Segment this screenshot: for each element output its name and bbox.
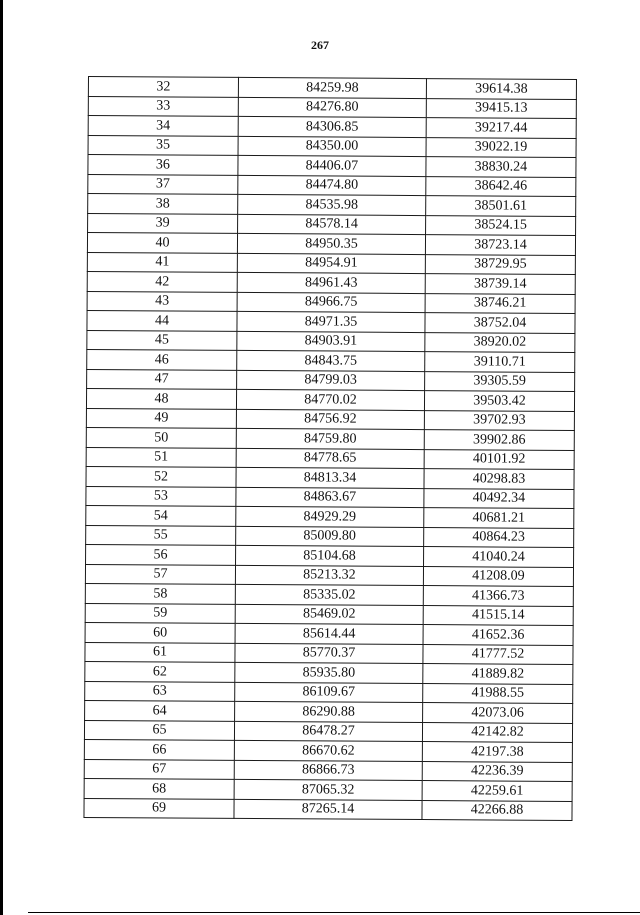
x-coordinate-cell: 85009.80: [236, 526, 424, 547]
x-coordinate-cell: 87065.32: [234, 779, 422, 800]
point-number-cell: 51: [86, 447, 236, 467]
table-row: [87, 330, 575, 352]
point-number-cell: 67: [84, 759, 234, 779]
point-number-cell: 59: [85, 603, 235, 623]
point-number-cell: 57: [85, 564, 235, 584]
table-row: [87, 369, 575, 391]
y-coordinate-cell: 39110.71: [425, 352, 575, 372]
y-coordinate-cell: 38920.02: [425, 332, 575, 352]
point-number-cell: 49: [86, 408, 236, 428]
y-coordinate-cell: 39022.19: [426, 137, 576, 157]
table-row: [85, 583, 573, 605]
table-row: [86, 408, 574, 430]
x-coordinate-cell: 86109.67: [235, 682, 423, 703]
x-coordinate-cell: 87265.14: [234, 799, 422, 820]
x-coordinate-cell: 85335.02: [235, 584, 423, 605]
y-coordinate-cell: 41515.14: [423, 605, 573, 625]
coordinate-table: [83, 76, 577, 821]
table-row: [87, 291, 575, 313]
point-number-cell: 39: [88, 213, 238, 233]
y-coordinate-cell: 38729.95: [425, 254, 575, 274]
x-coordinate-cell: 84578.14: [238, 214, 426, 235]
x-coordinate-cell: 86866.73: [234, 760, 422, 781]
table-row: [88, 194, 576, 216]
point-number-cell: 52: [86, 466, 236, 486]
point-number-cell: 33: [88, 96, 238, 116]
point-number-cell: 41: [87, 252, 237, 272]
table-row: [84, 720, 572, 742]
table-row: [88, 213, 576, 235]
table-row: [86, 466, 574, 488]
point-number-cell: 38: [88, 194, 238, 214]
x-coordinate-cell: 84863.67: [236, 487, 424, 508]
x-coordinate-cell: 84535.98: [238, 194, 426, 215]
y-coordinate-cell: 40298.83: [424, 469, 574, 489]
y-coordinate-cell: 41040.24: [424, 547, 574, 567]
table-row: [85, 603, 573, 625]
y-coordinate-cell: 40681.21: [424, 508, 574, 528]
table-row: [87, 271, 575, 293]
x-coordinate-cell: 84474.80: [238, 175, 426, 196]
y-coordinate-cell: 38501.61: [426, 196, 576, 216]
x-coordinate-cell: 85469.02: [235, 604, 423, 625]
x-coordinate-cell: 86290.88: [235, 701, 423, 722]
x-coordinate-cell: 84954.91: [237, 253, 425, 274]
y-coordinate-cell: 38746.21: [425, 293, 575, 313]
y-coordinate-cell: 39217.44: [426, 118, 576, 138]
x-coordinate-cell: 84756.92: [236, 409, 424, 430]
x-coordinate-cell: 85935.80: [235, 662, 423, 683]
table-row: [86, 505, 574, 527]
table-row: [85, 681, 573, 703]
table-row: [86, 388, 574, 410]
x-coordinate-cell: 84406.07: [238, 155, 426, 176]
table-row: [84, 739, 572, 761]
y-coordinate-cell: 39305.59: [425, 371, 575, 391]
table-row: [85, 564, 573, 586]
point-number-cell: 32: [88, 77, 238, 97]
table-row: [88, 116, 576, 138]
table-row: [84, 778, 572, 800]
coordinate-table-body: [84, 77, 577, 821]
y-coordinate-cell: 38830.24: [426, 157, 576, 177]
x-coordinate-cell: 84778.65: [236, 448, 424, 469]
table-row: [88, 96, 576, 118]
y-coordinate-cell: 41208.09: [423, 566, 573, 586]
y-coordinate-cell: 42073.06: [423, 703, 573, 723]
y-coordinate-cell: 42266.88: [422, 800, 572, 820]
table-row: [86, 427, 574, 449]
x-coordinate-cell: 84350.00: [238, 136, 426, 157]
table-row: [84, 798, 572, 820]
y-coordinate-cell: 38752.04: [425, 313, 575, 333]
table-row: [87, 349, 575, 371]
table-row: [86, 486, 574, 508]
x-coordinate-cell: 85104.68: [236, 545, 424, 566]
y-coordinate-cell: 42236.39: [422, 761, 572, 781]
x-coordinate-cell: 84759.80: [236, 428, 424, 449]
point-number-cell: 47: [87, 369, 237, 389]
table-row: [85, 700, 573, 722]
point-number-cell: 68: [84, 778, 234, 798]
x-coordinate-cell: 86478.27: [234, 721, 422, 742]
table-row: [87, 310, 575, 332]
point-number-cell: 62: [85, 661, 235, 681]
point-number-cell: 42: [87, 271, 237, 291]
point-number-cell: 53: [86, 486, 236, 506]
x-coordinate-cell: 84903.91: [237, 331, 425, 352]
point-number-cell: 60: [85, 622, 235, 642]
x-coordinate-cell: 84306.85: [238, 116, 426, 137]
table-row: [88, 155, 576, 177]
x-coordinate-cell: 84813.34: [236, 467, 424, 488]
x-coordinate-cell: 84799.03: [237, 370, 425, 391]
y-coordinate-cell: 41652.36: [423, 625, 573, 645]
point-number-cell: 61: [85, 642, 235, 662]
x-coordinate-cell: 85770.37: [235, 643, 423, 664]
point-number-cell: 36: [88, 155, 238, 175]
table-row: [86, 544, 574, 566]
y-coordinate-cell: 40492.34: [424, 488, 574, 508]
point-number-cell: 65: [84, 720, 234, 740]
x-coordinate-cell: 84770.02: [236, 389, 424, 410]
y-coordinate-cell: 41777.52: [423, 644, 573, 664]
y-coordinate-cell: 38642.46: [426, 176, 576, 196]
point-number-cell: 40: [87, 233, 237, 253]
table-row: [86, 447, 574, 469]
point-number-cell: 56: [86, 544, 236, 564]
table-row: [84, 759, 572, 781]
x-coordinate-cell: 84971.35: [237, 311, 425, 332]
point-number-cell: 48: [86, 388, 236, 408]
x-coordinate-cell: 86670.62: [234, 740, 422, 761]
x-coordinate-cell: 85213.32: [235, 565, 423, 586]
table-row: [88, 174, 576, 196]
y-coordinate-cell: 41366.73: [423, 586, 573, 606]
x-coordinate-cell: 84843.75: [237, 350, 425, 371]
point-number-cell: 43: [87, 291, 237, 311]
y-coordinate-cell: 39503.42: [424, 391, 574, 411]
table-row: [85, 622, 573, 644]
point-number-cell: 44: [87, 310, 237, 330]
x-coordinate-cell: 84276.80: [238, 97, 426, 118]
y-coordinate-cell: 39415.13: [426, 98, 576, 118]
table-row: [85, 661, 573, 683]
point-number-cell: 46: [87, 349, 237, 369]
x-coordinate-cell: 84966.75: [237, 292, 425, 313]
y-coordinate-cell: 39614.38: [426, 79, 576, 99]
y-coordinate-cell: 42259.61: [422, 781, 572, 801]
y-coordinate-cell: 38723.14: [425, 235, 575, 255]
point-number-cell: 63: [85, 681, 235, 701]
point-number-cell: 45: [87, 330, 237, 350]
point-number-cell: 55: [86, 525, 236, 545]
point-number-cell: 35: [88, 135, 238, 155]
y-coordinate-cell: 40864.23: [424, 527, 574, 547]
page-number: 267: [311, 38, 329, 52]
y-coordinate-cell: 38739.14: [425, 274, 575, 294]
point-number-cell: 50: [86, 427, 236, 447]
table-row: [86, 525, 574, 547]
point-number-cell: 64: [85, 700, 235, 720]
y-coordinate-cell: 39902.86: [424, 430, 574, 450]
y-coordinate-cell: 38524.15: [426, 215, 576, 235]
point-number-cell: 34: [88, 116, 238, 136]
x-coordinate-cell: 84961.43: [237, 272, 425, 293]
y-coordinate-cell: 39702.93: [424, 410, 574, 430]
y-coordinate-cell: 40101.92: [424, 449, 574, 469]
y-coordinate-cell: 41889.82: [423, 664, 573, 684]
y-coordinate-cell: 42197.38: [422, 742, 572, 762]
x-coordinate-cell: 84929.29: [236, 506, 424, 527]
table-row: [88, 77, 576, 99]
point-number-cell: 37: [88, 174, 238, 194]
point-number-cell: 54: [86, 505, 236, 525]
x-coordinate-cell: 84950.35: [237, 233, 425, 254]
point-number-cell: 66: [84, 739, 234, 759]
scan-bottom-edge: [28, 912, 640, 913]
point-number-cell: 58: [85, 583, 235, 603]
point-number-cell: 69: [84, 798, 234, 818]
table-row: [88, 135, 576, 157]
table-row: [87, 233, 575, 255]
table-row: [87, 252, 575, 274]
scan-left-edge: [0, 0, 3, 915]
y-coordinate-cell: 42142.82: [422, 722, 572, 742]
x-coordinate-cell: 85614.44: [235, 623, 423, 644]
y-coordinate-cell: 41988.55: [423, 683, 573, 703]
x-coordinate-cell: 84259.98: [238, 77, 426, 98]
table-row: [85, 642, 573, 664]
